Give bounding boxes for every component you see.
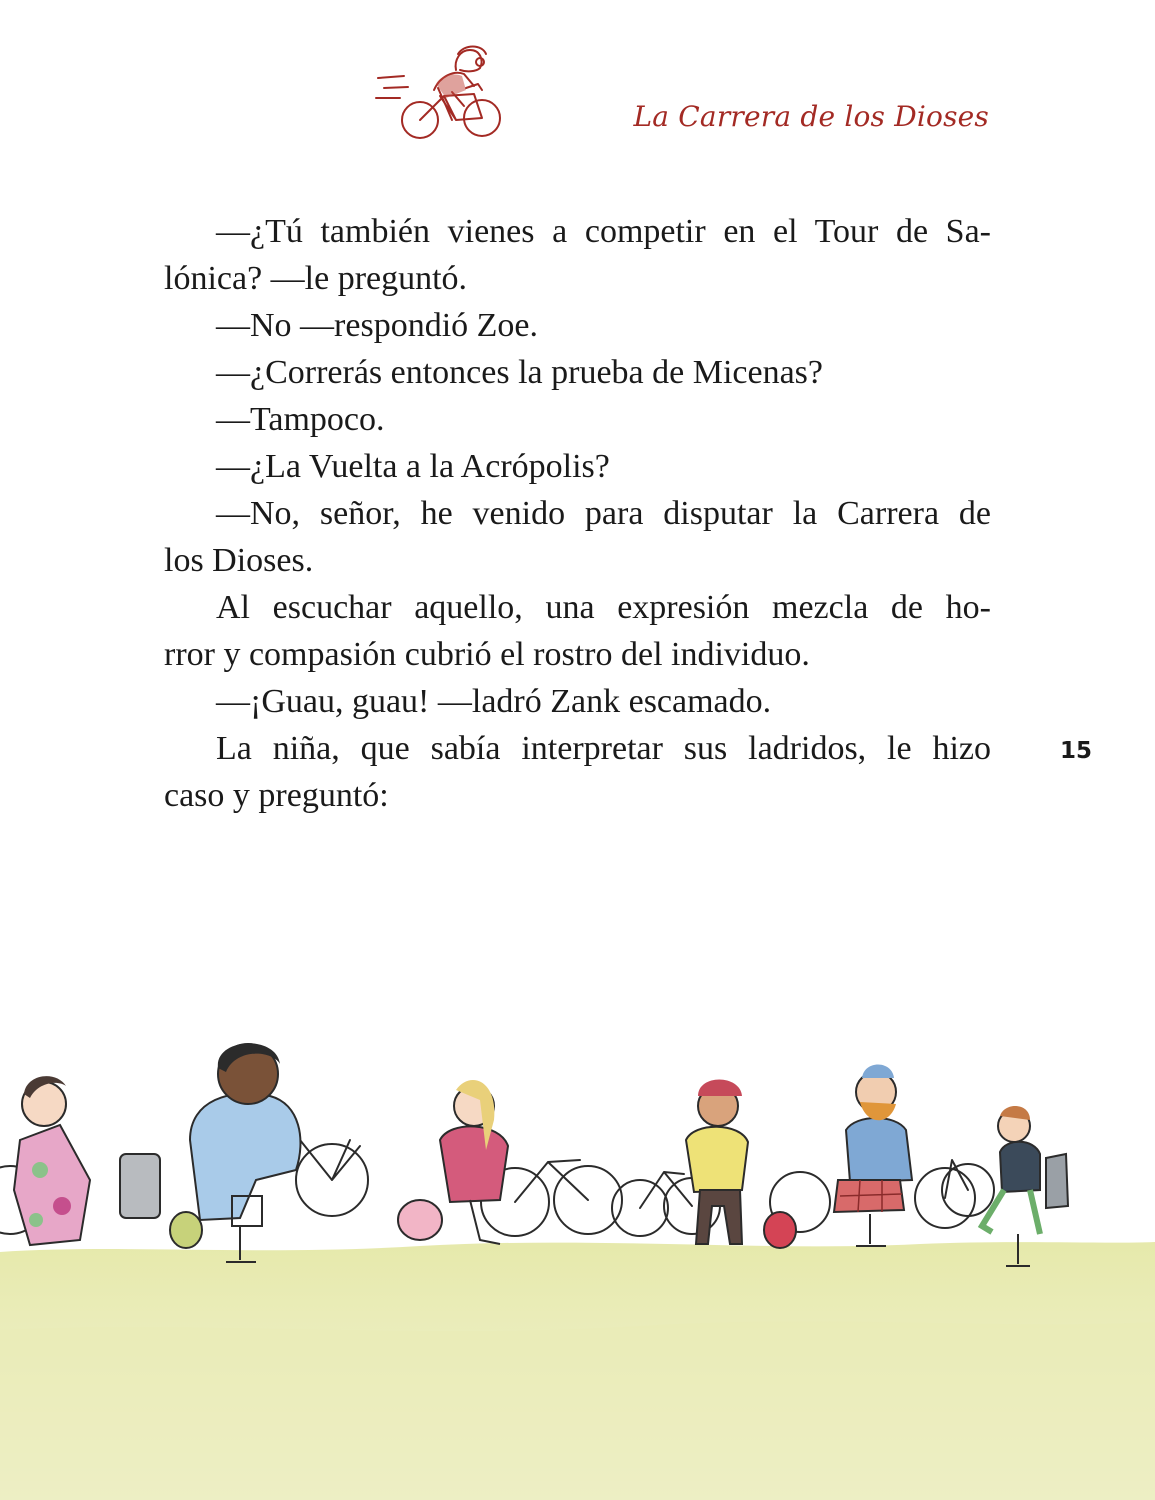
cyclist-icon bbox=[374, 40, 510, 140]
cyclists-group-illustration bbox=[0, 1030, 1155, 1500]
text-line: los Dioses. bbox=[164, 542, 314, 579]
text-line: lónica? —le preguntó. bbox=[164, 260, 468, 297]
text-line: Al escuchar aquello, una expresión mezcla de ho- bbox=[216, 589, 991, 626]
text-line: —No, señor, he venido para disputar la Carrera de bbox=[216, 495, 991, 532]
text-line: —¿Correrás entonces la prueba de Micenas? bbox=[216, 354, 824, 391]
running-title: La Carrera de los Dioses bbox=[633, 100, 989, 133]
text-line: —Tampoco. bbox=[216, 401, 385, 438]
text-line: —¡Guau, guau! —ladró Zank escamado. bbox=[216, 683, 772, 720]
text-line: —¿Tú también vienes a competir en el Tour de Sa- bbox=[216, 213, 991, 250]
text-line: —¿La Vuelta a la Acrópolis? bbox=[216, 448, 610, 485]
text-line: caso y preguntó: bbox=[164, 777, 389, 814]
page-number: 15 bbox=[1060, 738, 1093, 764]
text-line: La niña, que sabía interpretar sus ladridos, le hizo bbox=[216, 730, 991, 767]
text-line: rror y compasión cubrió el rostro del individuo. bbox=[164, 636, 810, 673]
text-line: —No —respondió Zoe. bbox=[216, 307, 539, 344]
body-text bbox=[164, 208, 991, 819]
